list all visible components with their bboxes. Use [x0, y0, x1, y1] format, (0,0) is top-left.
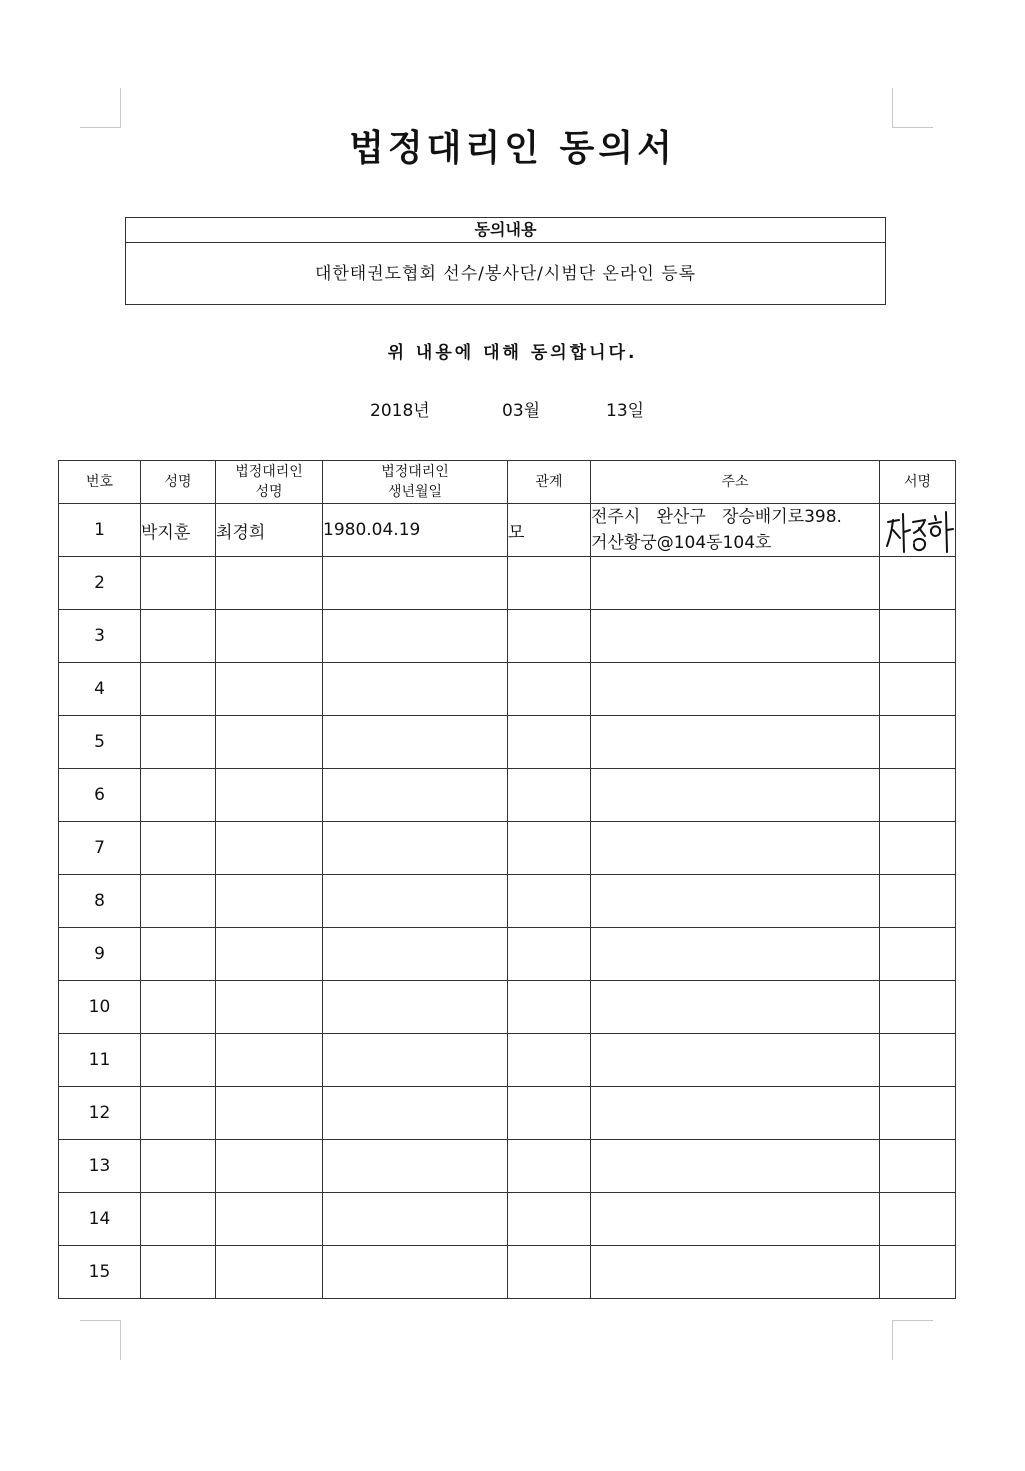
cell-guardian-name: 최경희	[216, 504, 323, 557]
cell-no: 10	[59, 981, 141, 1034]
cell-no: 9	[59, 928, 141, 981]
cell-no: 8	[59, 875, 141, 928]
cell-relation	[508, 769, 591, 822]
crop-mark	[120, 1320, 121, 1360]
header-guardian-name	[216, 461, 323, 504]
cell-name	[141, 1087, 216, 1140]
cell-guardian-name	[216, 1087, 323, 1140]
cell-guardian-birth	[323, 928, 508, 981]
header-guardian-birth	[323, 461, 508, 504]
header-guardian-name-line2: 성명	[255, 484, 283, 500]
table-row	[59, 610, 956, 663]
cell-signature	[880, 928, 956, 981]
table-row	[59, 663, 956, 716]
cell-no: 13	[59, 1140, 141, 1193]
cell-guardian-birth	[323, 769, 508, 822]
cell-guardian-name	[216, 663, 323, 716]
cell-guardian-birth	[323, 822, 508, 875]
cell-signature	[880, 1034, 956, 1087]
table-row	[59, 557, 956, 610]
table-row	[59, 716, 956, 769]
table-row	[59, 981, 956, 1034]
cell-address	[591, 1193, 880, 1246]
cell-relation: 모	[508, 504, 591, 557]
cell-name	[141, 981, 216, 1034]
cell-signature	[880, 504, 956, 557]
cell-relation	[508, 1246, 591, 1299]
cell-address	[591, 504, 880, 557]
consent-content-header: 동의내용	[126, 218, 885, 243]
cell-relation	[508, 875, 591, 928]
header-address: 주소	[591, 461, 880, 504]
table-row	[59, 769, 956, 822]
address-line-2: 거산황궁@104동104호	[591, 533, 772, 553]
cell-address	[591, 1246, 880, 1299]
cell-relation	[508, 1193, 591, 1246]
header-guardian-name-line1: 법정대리인	[235, 464, 303, 480]
cell-name: 박지훈	[141, 504, 216, 557]
table-row	[59, 1246, 956, 1299]
cell-no: 11	[59, 1034, 141, 1087]
consent-content-text: 대한태권도협회 선수/봉사단/시범단 온라인 등록	[314, 264, 697, 284]
consent-content-box	[125, 217, 886, 305]
crop-mark	[893, 1320, 933, 1321]
cell-signature	[880, 716, 956, 769]
cell-guardian-name	[216, 822, 323, 875]
cell-guardian-birth	[323, 557, 508, 610]
guardian-table	[58, 460, 956, 1299]
cell-guardian-birth	[323, 663, 508, 716]
table-header-row	[59, 461, 956, 504]
cell-address	[591, 769, 880, 822]
cell-guardian-name	[216, 610, 323, 663]
table-row	[59, 1034, 956, 1087]
cell-guardian-birth	[323, 875, 508, 928]
cell-relation	[508, 716, 591, 769]
cell-no: 1	[59, 504, 141, 557]
cell-name	[141, 663, 216, 716]
crop-mark	[80, 1320, 120, 1321]
table-row	[59, 822, 956, 875]
page-title: 법정대리인 동의서	[349, 128, 676, 169]
cell-no: 3	[59, 610, 141, 663]
cell-relation	[508, 663, 591, 716]
cell-guardian-birth	[323, 716, 508, 769]
cell-guardian-birth	[323, 1193, 508, 1246]
cell-guardian-name	[216, 1034, 323, 1087]
cell-address	[591, 981, 880, 1034]
cell-name	[141, 1193, 216, 1246]
table-row	[59, 1193, 956, 1246]
cell-name	[141, 610, 216, 663]
cell-relation	[508, 610, 591, 663]
cell-name	[141, 769, 216, 822]
cell-no: 2	[59, 557, 141, 610]
cell-name	[141, 1246, 216, 1299]
cell-guardian-name	[216, 769, 323, 822]
address-line-1: 전주시 완산구 장승배기로398.	[591, 507, 842, 527]
cell-relation	[508, 928, 591, 981]
cell-signature	[880, 663, 956, 716]
table-row	[59, 928, 956, 981]
cell-address	[591, 610, 880, 663]
cell-relation	[508, 1087, 591, 1140]
cell-no: 7	[59, 822, 141, 875]
cell-guardian-birth	[323, 981, 508, 1034]
header-signature: 서명	[880, 461, 956, 504]
header-name: 성명	[141, 461, 216, 504]
cell-address	[591, 1140, 880, 1193]
cell-signature	[880, 981, 956, 1034]
cell-signature	[880, 875, 956, 928]
table-row	[59, 875, 956, 928]
cell-signature	[880, 1246, 956, 1299]
cell-guardian-birth	[323, 1140, 508, 1193]
cell-address	[591, 875, 880, 928]
cell-name	[141, 875, 216, 928]
cell-guardian-name	[216, 981, 323, 1034]
header-guardian-birth-line2: 생년월일	[387, 484, 443, 500]
cell-address	[591, 1034, 880, 1087]
cell-signature	[880, 769, 956, 822]
cell-guardian-name	[216, 716, 323, 769]
cell-guardian-name	[216, 557, 323, 610]
cell-guardian-name	[216, 1246, 323, 1299]
table-row	[59, 504, 956, 557]
cell-guardian-birth	[323, 1087, 508, 1140]
cell-no: 5	[59, 716, 141, 769]
cell-name	[141, 1034, 216, 1087]
cell-no: 15	[59, 1246, 141, 1299]
cell-name	[141, 822, 216, 875]
cell-address	[591, 663, 880, 716]
header-relation: 관계	[508, 461, 591, 504]
cell-signature	[880, 557, 956, 610]
date-day: 13일	[606, 401, 645, 421]
cell-relation	[508, 1140, 591, 1193]
cell-guardian-birth	[323, 1034, 508, 1087]
cell-signature	[880, 822, 956, 875]
crop-mark	[892, 1320, 893, 1360]
cell-guardian-birth	[323, 1246, 508, 1299]
cell-guardian-birth: 1980.04.19	[323, 504, 508, 557]
cell-signature	[880, 1193, 956, 1246]
handwritten-signature	[883, 508, 955, 560]
date-year: 2018년	[370, 401, 430, 421]
cell-relation	[508, 981, 591, 1034]
cell-relation	[508, 557, 591, 610]
cell-guardian-birth	[323, 610, 508, 663]
cell-address	[591, 928, 880, 981]
table-row	[59, 1140, 956, 1193]
cell-no: 14	[59, 1193, 141, 1246]
cell-no: 6	[59, 769, 141, 822]
cell-signature	[880, 1087, 956, 1140]
header-no: 번호	[59, 461, 141, 504]
cell-name	[141, 716, 216, 769]
cell-guardian-name	[216, 1140, 323, 1193]
cell-guardian-name	[216, 875, 323, 928]
cell-relation	[508, 1034, 591, 1087]
cell-signature	[880, 1140, 956, 1193]
cell-signature	[880, 610, 956, 663]
header-guardian-birth-line1: 법정대리인	[381, 464, 449, 480]
cell-guardian-name	[216, 928, 323, 981]
cell-name	[141, 557, 216, 610]
cell-address	[591, 1087, 880, 1140]
cell-address	[591, 822, 880, 875]
cell-name	[141, 1140, 216, 1193]
cell-no: 12	[59, 1087, 141, 1140]
agreement-statement: 위 내용에 대해 동의합니다.	[387, 343, 638, 363]
date-month: 03월	[502, 401, 541, 421]
table-row	[59, 1087, 956, 1140]
cell-relation	[508, 822, 591, 875]
cell-address	[591, 557, 880, 610]
cell-guardian-name	[216, 1193, 323, 1246]
cell-address	[591, 716, 880, 769]
cell-no: 4	[59, 663, 141, 716]
cell-name	[141, 928, 216, 981]
